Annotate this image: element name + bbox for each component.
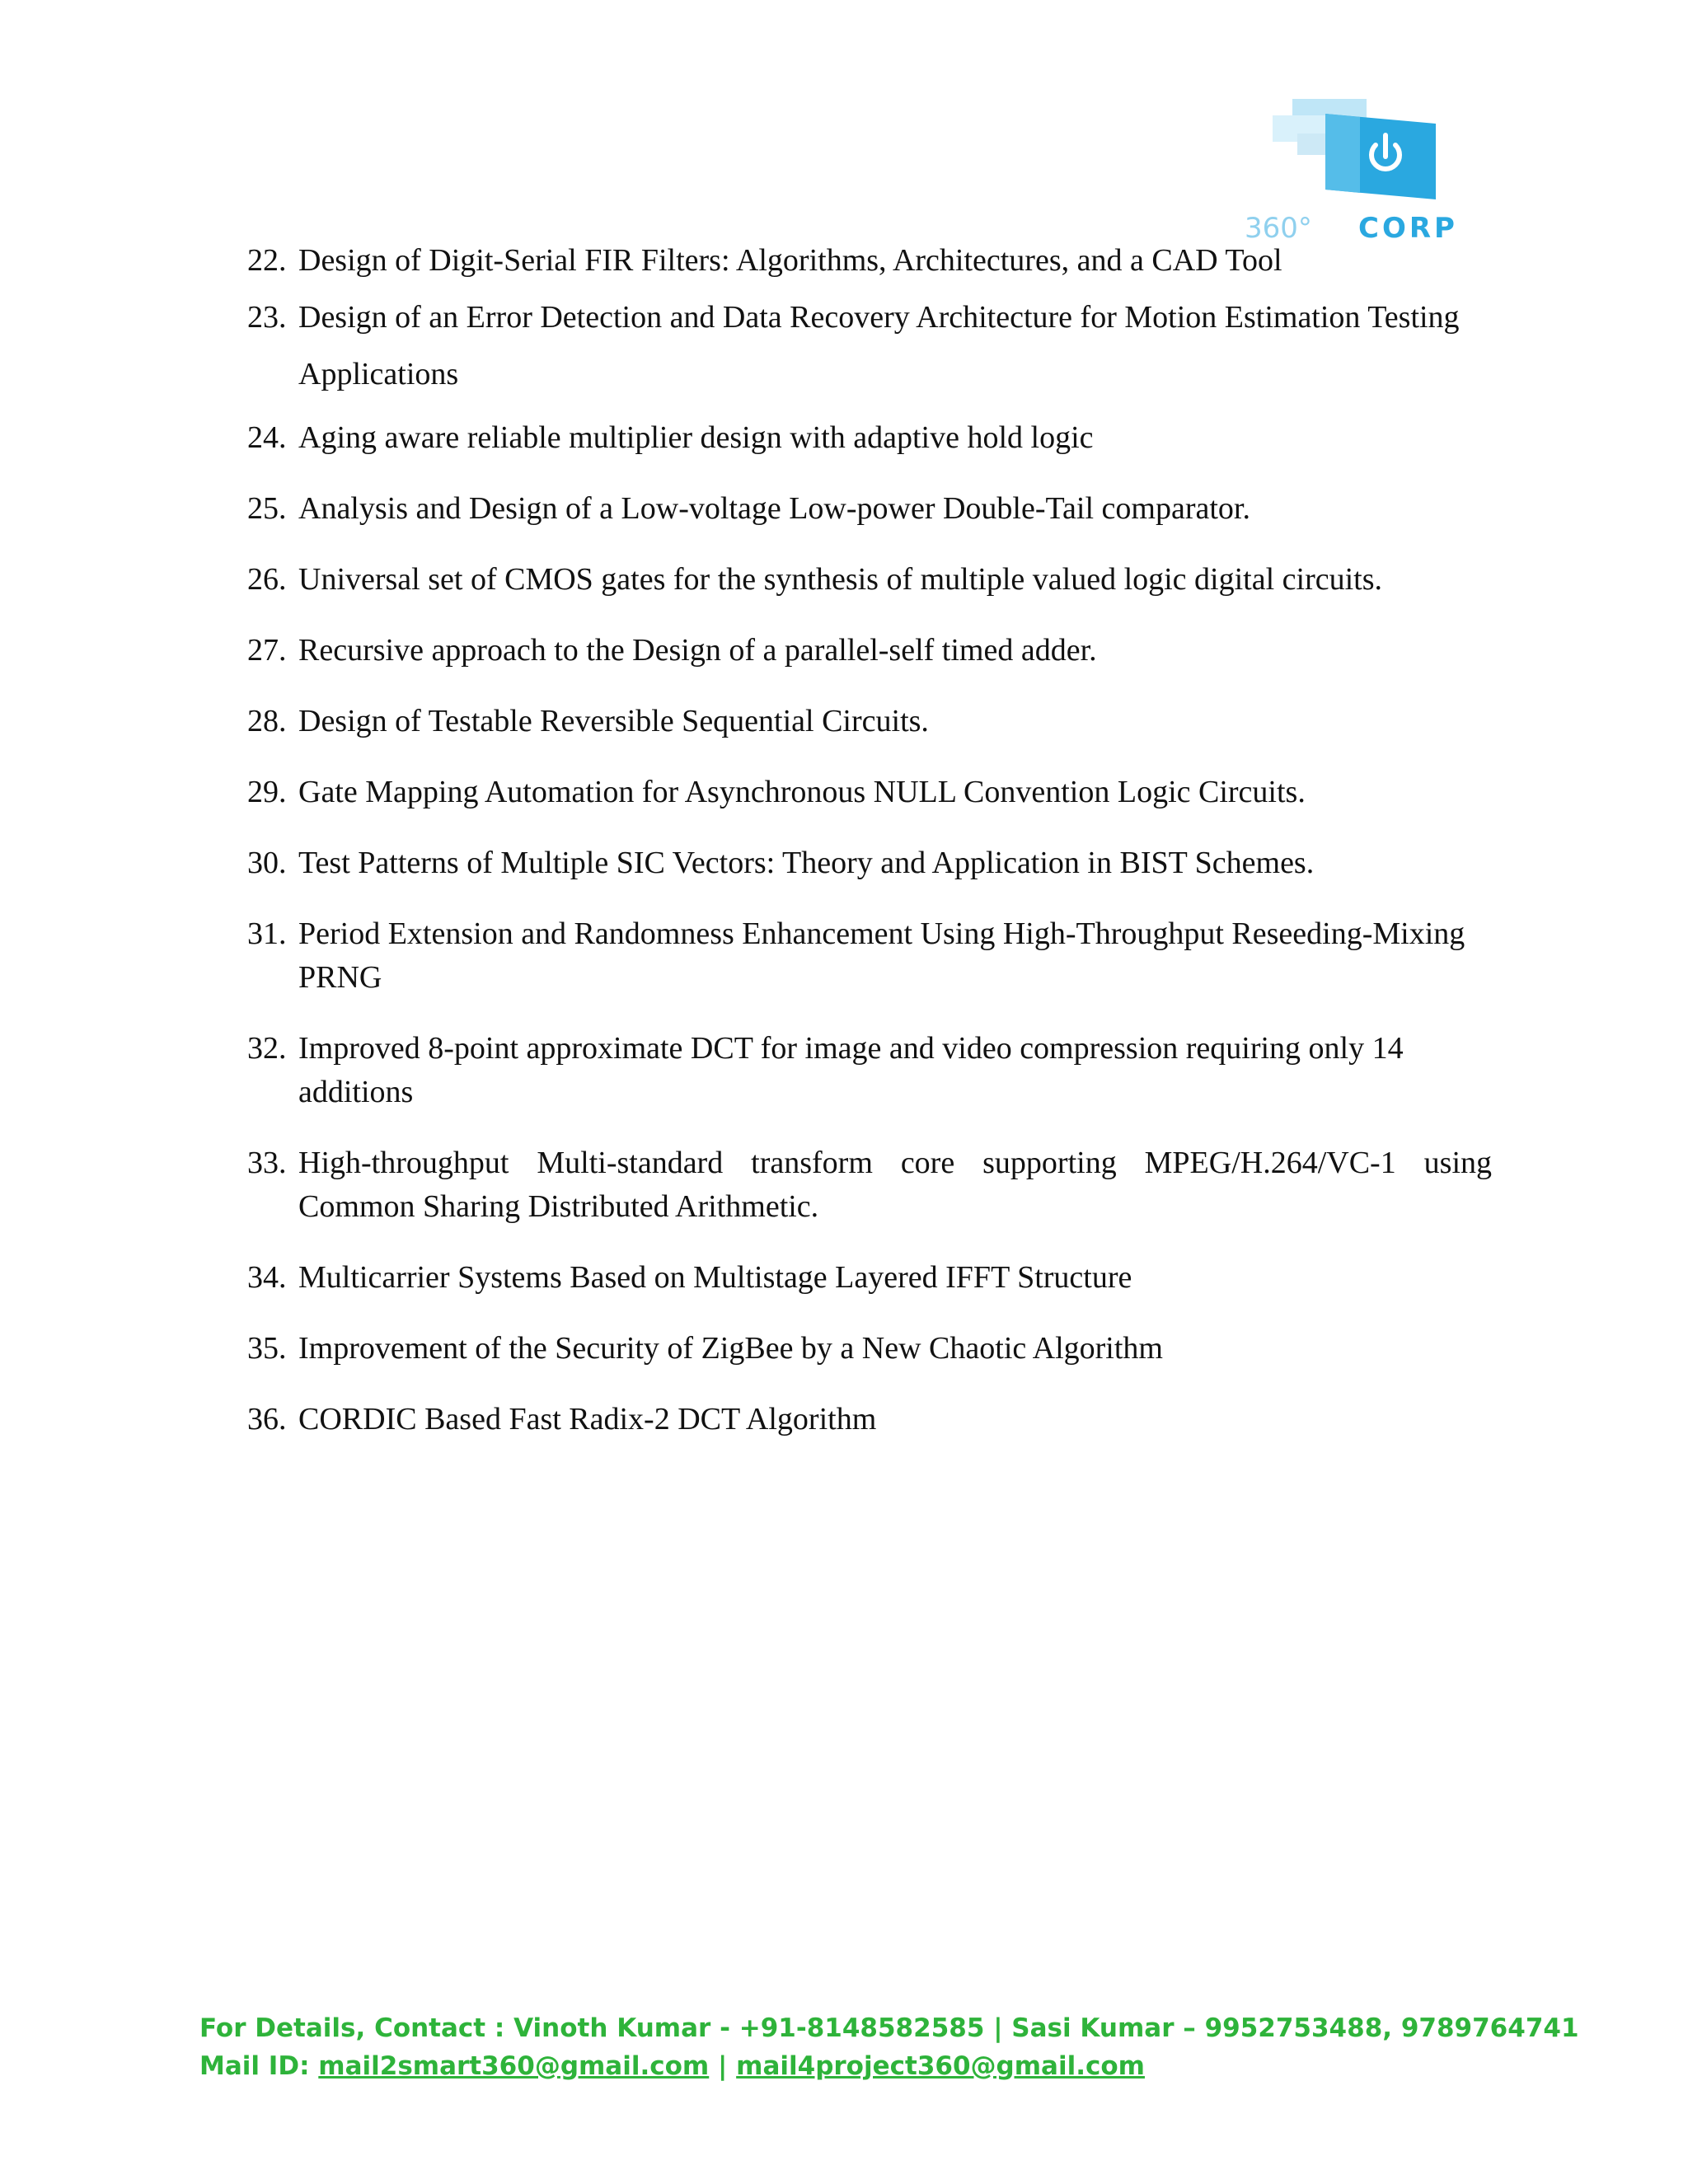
item-number: 25.	[247, 491, 287, 526]
list-item	[247, 1256, 1492, 1300]
list-item	[247, 912, 1492, 1000]
logo-text-corp: CORP	[1358, 212, 1458, 244]
item-title: Period Extension and Randomness Enhancement Using High-Throughput Reseeding-Mixing PRNG	[298, 916, 1465, 995]
list-item	[247, 558, 1492, 602]
item-title: Gate Mapping Automation for Asynchronous NULL Convention Logic Circuits.	[298, 775, 1306, 809]
item-number: 31.	[247, 916, 287, 951]
list-item	[247, 1327, 1492, 1371]
contact-line: For Details, Contact : Vinoth Kumar - +91-8148582585 | Sasi Kumar – 9952753488, 9789764741	[199, 2013, 1579, 2043]
project-list	[247, 239, 1492, 1469]
item-number: 28.	[247, 704, 287, 738]
item-number: 23.	[247, 300, 287, 335]
item-title: Analysis and Design of a Low-voltage Low-power Double-Tail comparator.	[298, 491, 1250, 526]
list-item	[247, 1398, 1492, 1441]
item-title: Test Patterns of Multiple SIC Vectors: Theory and Application in BIST Schemes.	[298, 846, 1315, 880]
logo-text-360: 360°	[1245, 212, 1312, 244]
item-number: 27.	[247, 633, 287, 668]
item-number: 32.	[247, 1031, 287, 1066]
mail-separator: |	[709, 2051, 737, 2081]
item-title: High-throughput Multi-standard transform core supporting MPEG/H.264/VC-1 using Common Sharing Distributed Arithmetic.	[298, 1146, 1492, 1224]
list-item	[247, 1141, 1492, 1229]
item-title: Improved 8-point approximate DCT for image and video compression requiring only 14 additions	[298, 1031, 1404, 1109]
item-number: 35.	[247, 1331, 287, 1366]
list-item	[247, 239, 1492, 283]
email-link-1[interactable]: mail2smart360@gmail.com	[318, 2051, 710, 2081]
company-logo	[1243, 97, 1490, 244]
footer-contact	[199, 2009, 1579, 2085]
list-item	[247, 841, 1492, 885]
item-title: Aging aware reliable multiplier design with adaptive hold logic	[298, 420, 1094, 455]
email-link-2[interactable]: mail4project360@gmail.com	[736, 2051, 1145, 2081]
item-title: Design of Digit-Serial FIR Filters: Algorithms, Architectures, and a CAD Tool	[298, 243, 1282, 278]
item-title: Design of Testable Reversible Sequential Circuits.	[298, 704, 929, 738]
item-number: 36.	[247, 1402, 287, 1436]
item-number: 30.	[247, 846, 287, 880]
item-title: Universal set of CMOS gates for the synthesis of multiple valued logic digital circuits.	[298, 562, 1382, 597]
item-number: 22.	[247, 243, 287, 278]
item-title: Recursive approach to the Design of a parallel-self timed adder.	[298, 633, 1097, 668]
item-number: 33.	[247, 1146, 287, 1180]
item-number: 24.	[247, 420, 287, 455]
item-number: 29.	[247, 775, 287, 809]
list-item	[247, 771, 1492, 814]
mail-label: Mail ID:	[199, 2051, 319, 2081]
mail-line	[199, 2047, 1579, 2085]
list-item	[247, 289, 1492, 403]
item-title: CORDIC Based Fast Radix-2 DCT Algorithm	[298, 1402, 877, 1436]
item-title: Design of an Error Detection and Data Recovery Architecture for Motion Estimation Testing Applications	[298, 300, 1460, 391]
item-number: 34.	[247, 1260, 287, 1295]
list-item	[247, 487, 1492, 531]
list-item	[247, 629, 1492, 673]
item-number: 26.	[247, 562, 287, 597]
list-item	[247, 700, 1492, 743]
item-title: Multicarrier Systems Based on Multistage Layered IFFT Structure	[298, 1260, 1132, 1295]
item-title: Improvement of the Security of ZigBee by a New Chaotic Algorithm	[298, 1331, 1163, 1366]
list-item	[247, 416, 1492, 460]
list-item	[247, 1027, 1492, 1114]
